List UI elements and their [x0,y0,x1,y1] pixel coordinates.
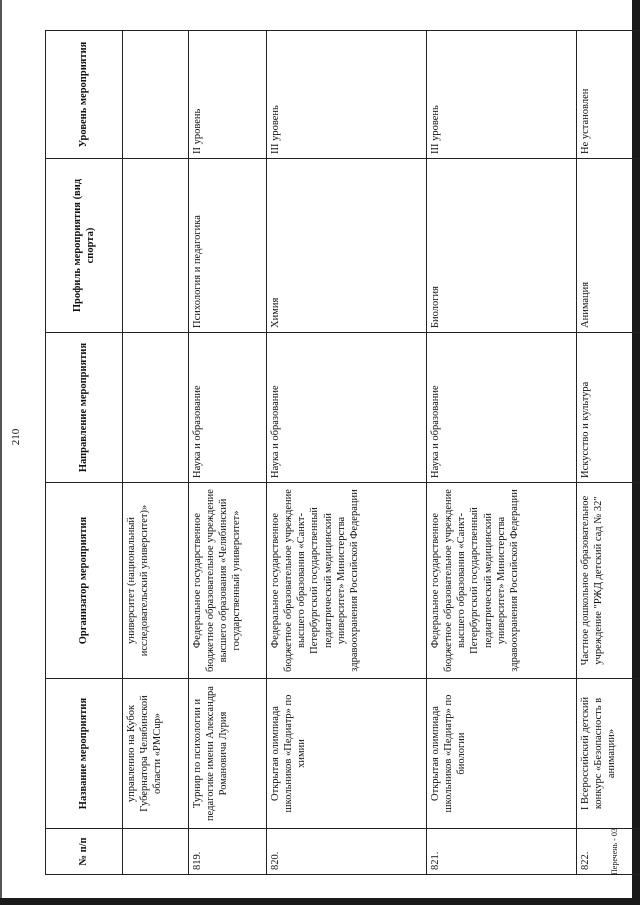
cell-num: 821. [427,829,577,875]
cell-direction: Искусство и культура [577,333,640,483]
cell-num: 820. [267,829,427,875]
cell-event-name: I Всероссийский детский конкурс «Безопасность в анимации» [577,679,640,829]
footer-code: Перечень - 03 [610,828,619,875]
cell-profile [123,159,189,333]
cell-profile: Психология и педагогика [189,159,267,333]
cell-event-name: Турнир по психологии и педагогике имени Александра Романовича Лурия [189,679,267,829]
header-level: Уровень мероприятия [46,31,123,159]
cell-direction: Наука и образование [267,333,427,483]
table-row [427,31,577,875]
cell-level: II уровень [189,31,267,159]
cell-direction: Наука и образование [189,333,267,483]
table-row [123,31,189,875]
header-name: Название мероприятия [46,679,123,829]
cell-organizer: Федеральное государственное бюджетное образовательное учреждение высшего образования «Санкт-Петербургский государственный педиатрический медицинский университет» Министерства здравоохранения Российской Федерации [427,483,577,679]
header-num: № п/п [46,829,123,875]
cell-direction [123,333,189,483]
cell-organizer: Федеральное государственное бюджетное образовательное учреждение высшего образования «Санкт-Петербургский государственный педиатрический медицинский университет» Министерства здравоохранения Российской Федерации [267,483,427,679]
table-row [267,31,427,875]
header-organizer: Организатор мероприятия [46,483,123,679]
cell-num: 822. [577,829,640,875]
cell-event-name: Открытая олимпиада школьников «Педиатр» по биологии [427,679,577,829]
cell-level [123,31,189,159]
cell-level: III уровень [427,31,577,159]
page-number: 210 [10,428,22,446]
header-profile: Профиль мероприятия (вид спорта) [46,159,123,333]
cell-level: III уровень [267,31,427,159]
header-direction: Направление мероприятия [46,333,123,483]
table-row [189,31,267,875]
table-row [577,31,640,875]
cell-direction: Наука и образование [427,333,577,483]
events-register-table [45,30,640,875]
cell-num: 819. [189,829,267,875]
cell-organizer: Федеральное государственное бюджетное образовательное учреждение высшего образования «Челябинский государственный университет» [189,483,267,679]
cell-profile: Биология [427,159,577,333]
table-header-row [46,31,123,875]
cell-profile: Анимация [577,159,640,333]
cell-num [123,829,189,875]
cell-level: Не установлен [577,31,640,159]
cell-profile: Химия [267,159,427,333]
cell-event-name: Открытая олимпиада школьников «Педиатр» по химии [267,679,427,829]
cell-organizer: университет (национальный исследовательский университет)» [123,483,189,679]
cell-event-name: управлению на Кубок Губернатора Челябинской области «PMCup» [123,679,189,829]
cell-organizer: Частное дошкольное образовательное учреждение "РЖД детский сад № 32" [577,483,640,679]
